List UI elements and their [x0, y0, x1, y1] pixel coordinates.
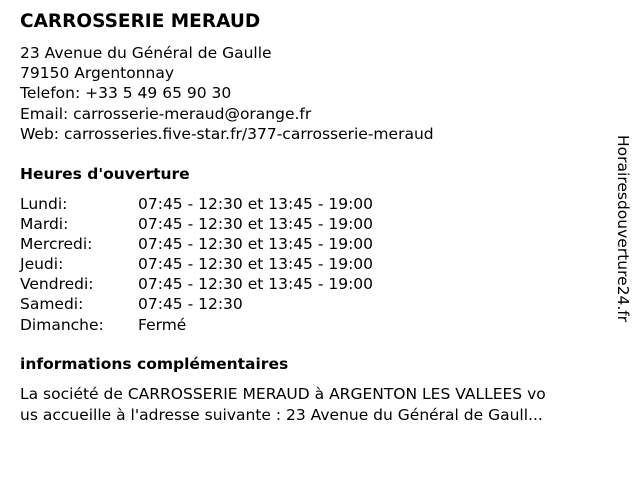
time-range: 07:45 - 12:30 et 13:45 - 19:00 [138, 275, 374, 294]
info-heading: informations complémentaires [20, 355, 289, 373]
day-label: Jeudi: [20, 255, 64, 274]
hours-heading: Heures d'ouverture [20, 165, 190, 183]
email-line: Email: carrosserie-meraud@orange.fr [20, 104, 312, 123]
time-range: 07:45 - 12:30 [138, 295, 243, 314]
address-street: 23 Avenue du Général de Gaulle [20, 44, 272, 62]
time-range: 07:45 - 12:30 et 13:45 - 19:00 [138, 195, 374, 213]
business-description [20, 384, 620, 425]
day-label: Lundi: [20, 195, 68, 213]
time-range: Fermé [138, 315, 187, 334]
day-label: Mercredi: [20, 235, 93, 254]
day-label: Dimanche: [20, 315, 104, 334]
phone-line: Telefon: +33 5 49 65 90 30 [20, 84, 232, 103]
day-label: Vendredi: [20, 275, 94, 294]
contact-block [20, 43, 434, 144]
description-line-2: us accueille à l'adresse suivante : 23 Avenue du Général de Gaull... [20, 405, 543, 424]
time-range: 07:45 - 12:30 et 13:45 - 19:00 [138, 215, 374, 234]
site-watermark: Horairesdouverture24.fr [614, 135, 632, 323]
address-city: 79150 Argentonnay [20, 64, 175, 83]
web-line: Web: carrosseries.five-star.fr/377-carrosserie-meraud [20, 124, 434, 143]
description-line-1: La société de CARROSSERIE MERAUD à ARGENTON LES VALLEES vo [20, 385, 546, 403]
time-range: 07:45 - 12:30 et 13:45 - 19:00 [138, 255, 374, 274]
day-label: Samedi: [20, 295, 84, 314]
time-range: 07:45 - 12:30 et 13:45 - 19:00 [138, 235, 374, 254]
day-label: Mardi: [20, 215, 69, 234]
business-name: CARROSSERIE MERAUD [20, 11, 261, 32]
